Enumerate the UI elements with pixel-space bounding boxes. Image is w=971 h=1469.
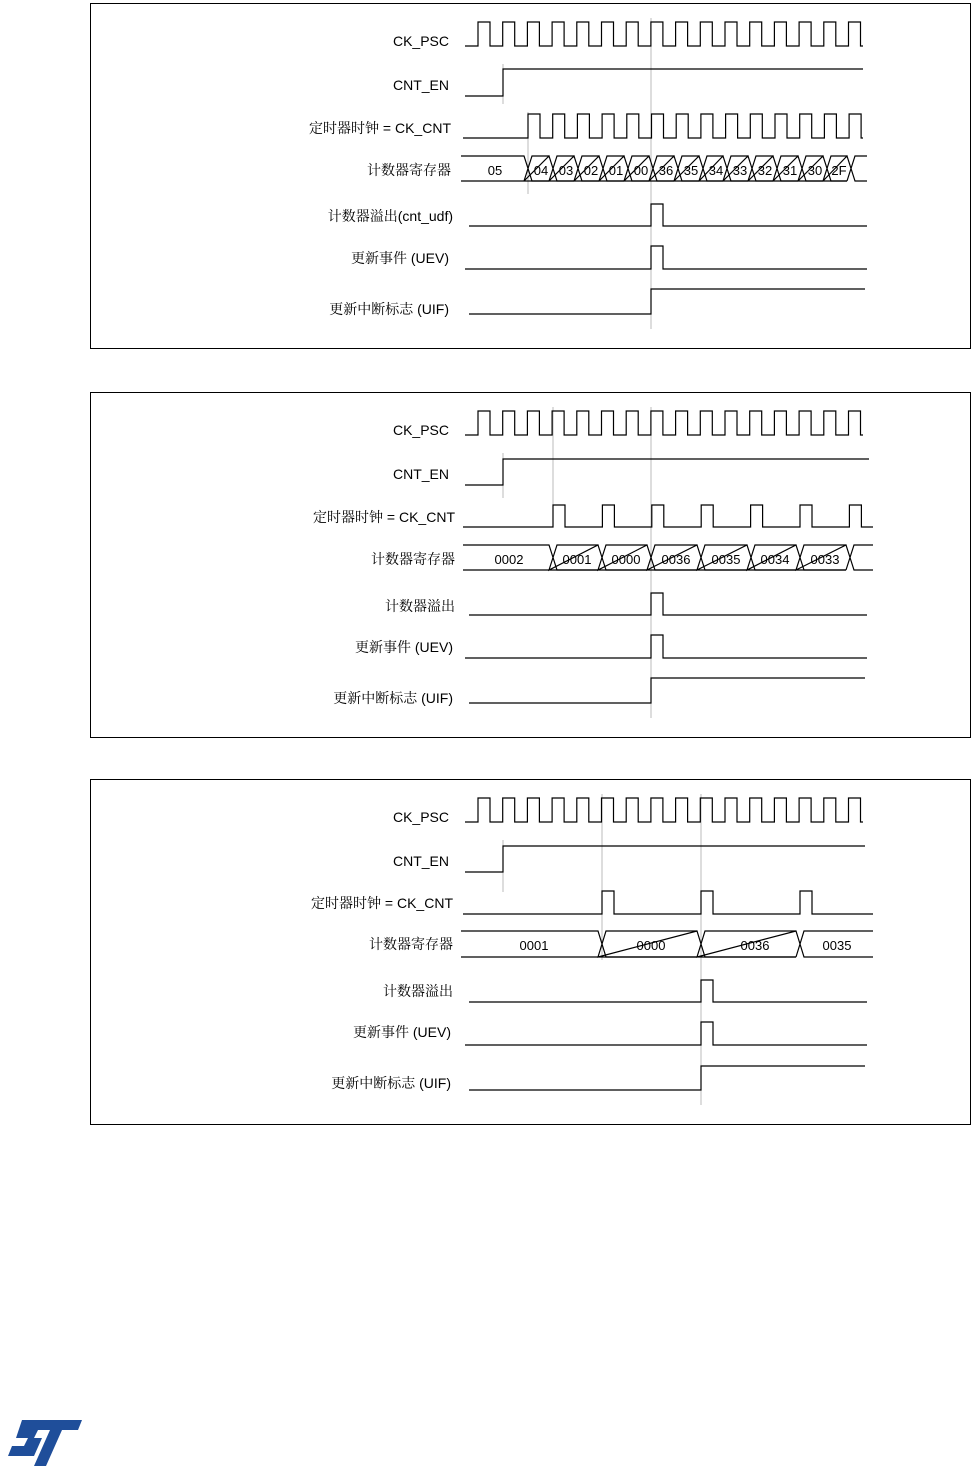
counter-value: 30 [807,163,823,178]
counter-value: 31 [782,163,798,178]
update-interrupt-flag-waveform [469,289,865,314]
st-logo [4,1418,84,1468]
signal-label-cnt-en: CNT_EN [392,77,449,93]
update-event-waveform [465,635,867,658]
timing-diagram-2 [90,392,971,738]
counter-value: 0001 [519,938,549,953]
ck-cnt-waveform [463,114,863,138]
counter-value: 32 [757,163,773,178]
signal-label-counter-register: 计数器寄存器 [371,551,455,567]
counter-value: 04 [533,163,549,178]
signal-label-update-event: 更新事件 (UEV) [351,250,449,266]
signal-label-counter-overflow: 计数器溢出 [383,983,453,999]
counter-value: 0001 [562,552,592,567]
ck-cnt-waveform [463,891,873,914]
ck-psc-waveform [465,22,863,46]
counter-overflow-waveform [469,593,867,615]
update-interrupt-flag-waveform [469,678,865,703]
counter-value: 0000 [611,552,641,567]
counter-value: 33 [732,163,748,178]
counter-value: 0002 [494,552,524,567]
counter-value: 0000 [636,938,666,953]
counter-value: 0036 [740,938,770,953]
ck-psc-waveform [465,798,863,822]
counter-value: 05 [487,163,503,178]
timing-diagram-2-svg [91,393,970,737]
counter-value: 00 [633,163,649,178]
counter-overflow-waveform [469,204,867,226]
counter-value: 0034 [760,552,790,567]
signal-label-update-interrupt-flag: 更新中断标志 (UIF) [329,301,449,317]
signal-label-ck-cnt: 定时器时钟 = CK_CNT [309,120,451,136]
ck-cnt-waveform [463,505,873,527]
timing-diagram-3 [90,779,971,1125]
counter-value: 0035 [822,938,852,953]
counter-value: 34 [708,163,724,178]
signal-label-update-interrupt-flag: 更新中断标志 (UIF) [333,690,453,706]
counter-value: 03 [558,163,574,178]
counter-value: 36 [658,163,674,178]
signal-label-ck-psc: CK_PSC [392,809,449,825]
counter-value: 02 [583,163,599,178]
signal-label-ck-cnt: 定时器时钟 = CK_CNT [311,895,453,911]
signal-label-counter-overflow: 计数器溢出(cnt_udf) [327,208,453,224]
counter-value: 0033 [810,552,840,567]
timing-diagram-1-svg [91,4,970,348]
signal-label-ck-cnt: 定时器时钟 = CK_CNT [313,509,455,525]
cnt-en-waveform [465,459,869,485]
counter-value: 0036 [661,552,691,567]
signal-label-update-event: 更新事件 (UEV) [353,1024,451,1040]
signal-label-cnt-en: CNT_EN [392,466,449,482]
timing-diagram-3-svg [91,780,970,1124]
signal-label-counter-register: 计数器寄存器 [369,936,453,952]
cnt-en-waveform [465,846,865,872]
signal-label-update-interrupt-flag: 更新中断标志 (UIF) [331,1075,451,1091]
counter-value: 0035 [711,552,741,567]
ck-psc-waveform [465,411,863,435]
signal-label-counter-overflow: 计数器溢出 [385,598,455,614]
update-event-waveform [465,1022,867,1045]
cnt-en-waveform [465,69,863,96]
timing-diagram-1 [90,3,971,349]
update-interrupt-flag-waveform [469,1066,865,1090]
signal-label-update-event: 更新事件 (UEV) [355,639,453,655]
counter-value: 01 [608,163,624,178]
counter-value: 2F [831,163,847,178]
st-logo-s-shape [8,1420,82,1466]
counter-overflow-waveform [469,980,867,1002]
signal-label-ck-psc: CK_PSC [392,422,449,438]
counter-value: 35 [683,163,699,178]
update-event-waveform [465,246,867,269]
signal-label-counter-register: 计数器寄存器 [367,162,451,178]
signal-label-ck-psc: CK_PSC [392,33,449,49]
signal-label-cnt-en: CNT_EN [392,853,449,869]
